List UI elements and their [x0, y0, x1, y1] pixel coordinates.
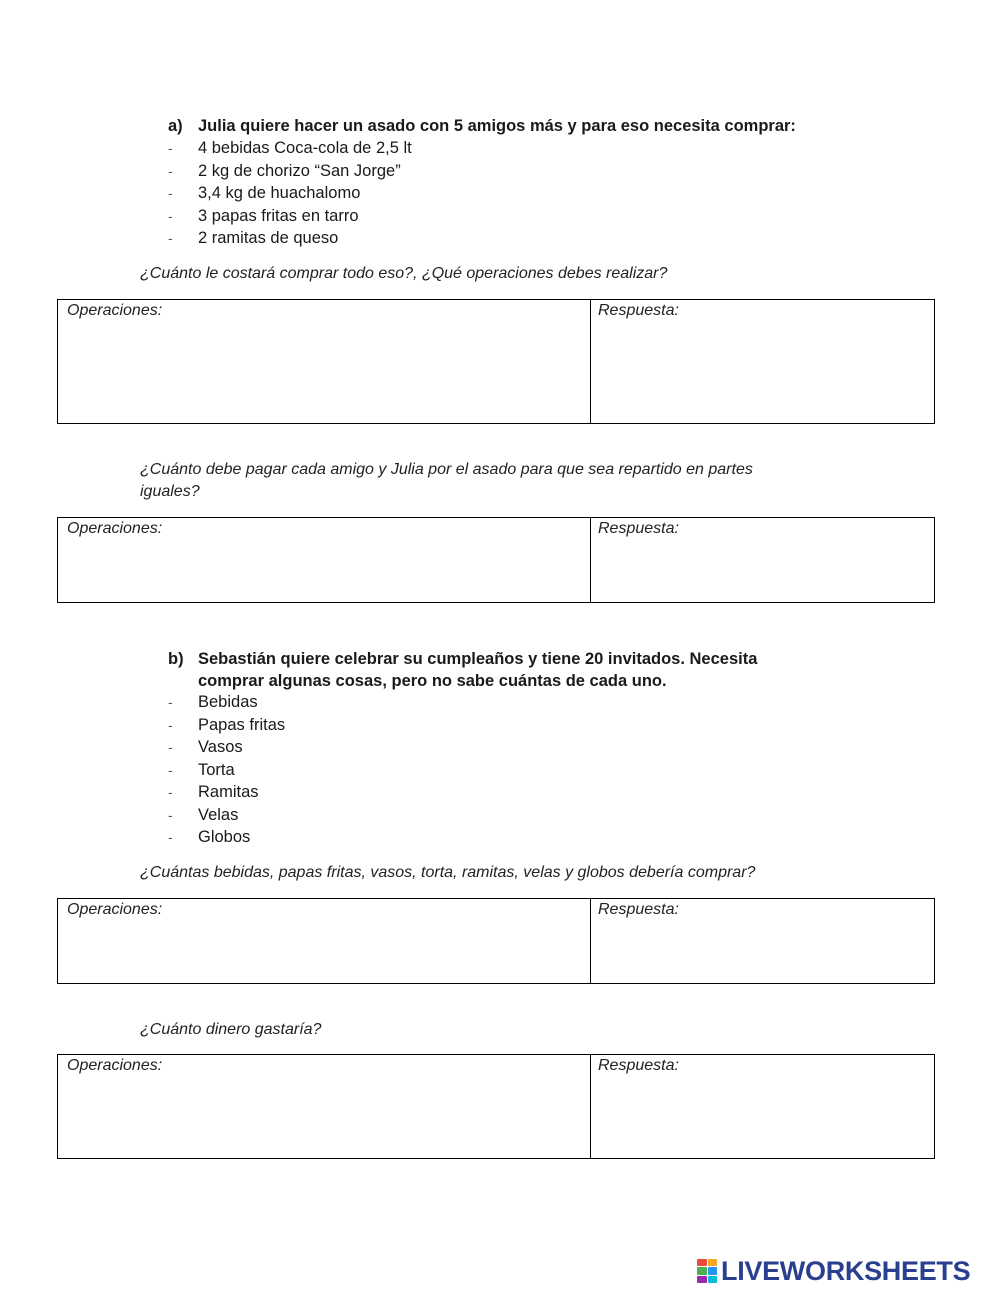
box-divider	[590, 518, 591, 602]
logo-block	[697, 1267, 707, 1274]
question-b2: ¿Cuánto dinero gastaría?	[140, 1021, 322, 1038]
answer-label: Respuesta:	[598, 520, 679, 537]
liveworksheets-logo-icon	[697, 1259, 717, 1283]
logo-block	[708, 1267, 718, 1274]
question-b1: ¿Cuántas bebidas, papas fritas, vasos, torta, ramitas, velas y globos debería comprar?	[140, 864, 756, 881]
operations-label: Operaciones:	[67, 1057, 163, 1074]
answer-box-b2	[57, 1054, 935, 1159]
answer-label: Respuesta:	[598, 1057, 679, 1074]
section-a-heading	[168, 115, 928, 137]
logo-block	[708, 1259, 718, 1266]
section-a-title: Julia quiere hacer un asado con 5 amigos más y para eso necesita comprar:	[198, 117, 796, 135]
box-divider	[590, 300, 591, 423]
logo-text: LIVEWORKSHEETS	[721, 1256, 971, 1286]
question-a2-line1: ¿Cuánto debe pagar cada amigo y Julia por el asado para que sea repartido en partes	[140, 461, 753, 478]
box-divider	[590, 1055, 591, 1158]
question-a2-line2: iguales?	[140, 483, 200, 500]
question-a2	[140, 459, 753, 503]
section-b-heading	[168, 648, 928, 692]
box-divider	[590, 899, 591, 983]
liveworksheets-logo[interactable]	[697, 1256, 970, 1286]
operations-label: Operaciones:	[67, 302, 163, 319]
question-a1: ¿Cuánto le costará comprar todo eso?, ¿Qué operaciones debes realizar?	[140, 265, 668, 282]
answer-box-b1	[57, 898, 935, 984]
logo-block	[697, 1259, 707, 1266]
operations-label: Operaciones:	[67, 520, 163, 537]
answer-box-a2	[57, 517, 935, 603]
section-b-letter: b)	[168, 650, 184, 668]
section-b-title-line2: comprar algunas cosas, pero no sabe cuántas de cada uno.	[198, 672, 667, 690]
section-b-title-line1: Sebastián quiere celebrar su cumpleaños y tiene 20 invitados. Necesita	[198, 650, 758, 668]
answer-box-a1	[57, 299, 935, 424]
logo-block	[697, 1276, 707, 1283]
operations-label: Operaciones:	[67, 901, 163, 918]
answer-label: Respuesta:	[598, 901, 679, 918]
logo-block	[708, 1276, 718, 1283]
answer-label: Respuesta:	[598, 302, 679, 319]
section-a-letter: a)	[168, 117, 183, 135]
